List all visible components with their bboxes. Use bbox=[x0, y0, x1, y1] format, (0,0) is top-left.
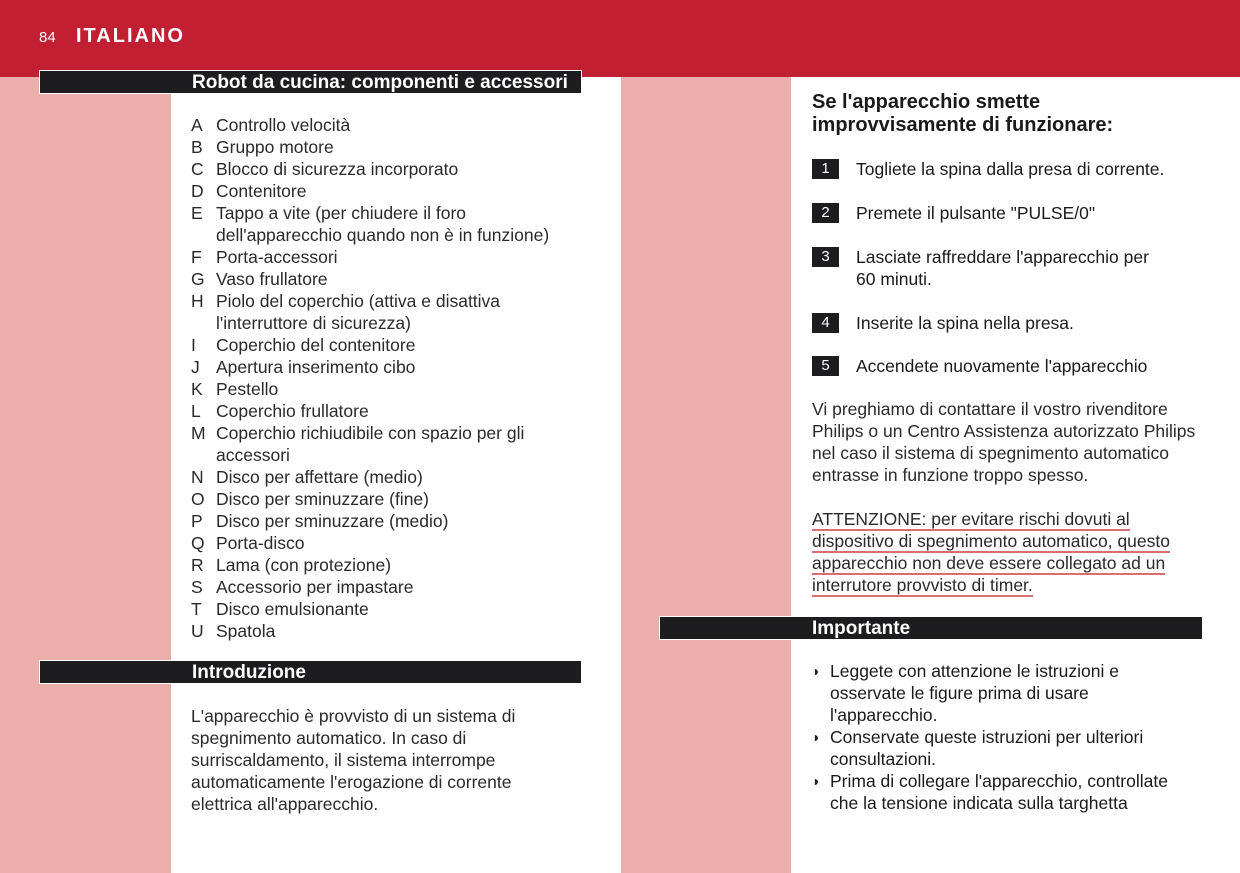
bullet-text: Leggete con attenzione le istruzioni e osservate le figure prima di usare l'apparecchio. bbox=[830, 661, 1119, 725]
page-header-band bbox=[0, 0, 1240, 77]
item-text: Gruppo motore bbox=[216, 137, 334, 157]
item-letter: N bbox=[191, 467, 204, 487]
failure-heading: Se l'apparecchio smette improvvisamente di funzionare: bbox=[812, 91, 1114, 136]
item-text: Accessorio per impastare bbox=[216, 577, 414, 597]
list-item bbox=[812, 660, 1140, 726]
bullet-icon: ◗ bbox=[812, 729, 821, 745]
bullet-text: Conservate queste istruzioni per ulteriori consultazioni. bbox=[830, 727, 1144, 769]
components-list bbox=[191, 114, 556, 642]
warning-paragraph bbox=[812, 508, 1192, 596]
item-letter: M bbox=[191, 423, 206, 443]
item-letter: L bbox=[191, 401, 201, 421]
bullet-icon: ◗ bbox=[812, 663, 821, 679]
item-letter: I bbox=[191, 335, 196, 355]
item-letter: E bbox=[191, 203, 203, 223]
step-text: Inserite la spina nella presa. bbox=[856, 313, 1074, 333]
step-number: 3 bbox=[812, 247, 839, 267]
item-letter: H bbox=[191, 291, 204, 311]
important-list bbox=[812, 660, 1192, 814]
step-text: Premete il pulsante "PULSE/0" bbox=[856, 203, 1096, 223]
item-text: Disco emulsionante bbox=[216, 599, 369, 619]
list-item bbox=[191, 422, 546, 466]
components-title: Robot da cucina: componenti e accessori bbox=[192, 72, 568, 93]
item-text: Disco per sminuzzare (medio) bbox=[216, 511, 449, 531]
item-letter: Q bbox=[191, 533, 205, 553]
list-item bbox=[191, 400, 556, 422]
list-item bbox=[191, 620, 556, 642]
list-item bbox=[812, 726, 1192, 770]
item-text: Disco per affettare (medio) bbox=[216, 467, 423, 487]
list-item bbox=[191, 268, 556, 290]
item-letter: P bbox=[191, 511, 203, 531]
bullet-icon: ◗ bbox=[812, 773, 821, 789]
list-item bbox=[191, 136, 556, 158]
item-text: Tappo a vite (per chiudere il foro dell'apparecchio quando non è in funzione) bbox=[216, 203, 550, 245]
left-side-panel bbox=[0, 77, 171, 873]
list-item bbox=[191, 378, 556, 400]
list-item bbox=[191, 180, 556, 202]
list-item bbox=[191, 598, 556, 620]
important-section-bar bbox=[659, 616, 1203, 640]
item-letter: K bbox=[191, 379, 203, 399]
contact-paragraph: Vi preghiamo di contattare il vostro rivenditore Philips o un Centro Assistenza autorizzato Philips nel caso il sistema di spegnimento automatico entrasse in funzione troppo spesso. bbox=[812, 399, 1196, 485]
item-letter: G bbox=[191, 269, 205, 289]
item-text: Blocco di sicurezza incorporato bbox=[216, 159, 459, 179]
list-item bbox=[191, 576, 556, 598]
step-text: Togliete la spina dalla presa di corrente. bbox=[856, 159, 1165, 179]
list-item bbox=[191, 246, 556, 268]
list-item bbox=[191, 466, 556, 488]
item-letter: O bbox=[191, 489, 205, 509]
intro-section-bar bbox=[39, 660, 582, 684]
page-number: 84 bbox=[39, 29, 56, 46]
item-letter: B bbox=[191, 137, 203, 157]
language-title: ITALIANO bbox=[76, 25, 185, 47]
item-text: Contenitore bbox=[216, 181, 307, 201]
item-text: Coperchio frullatore bbox=[216, 401, 369, 421]
item-letter: T bbox=[191, 599, 202, 619]
item-text: Piolo del coperchio (attiva e disattiva l'interruttore di sicurezza) bbox=[216, 291, 501, 333]
list-item bbox=[191, 532, 556, 554]
intro-title: Introduzione bbox=[192, 662, 306, 683]
warning-text: ATTENZIONE: per evitare rischi dovuti al dispositivo di spegnimento automatico, questo apparecchio non deve essere collegato ad un interrutore provvisto di timer. bbox=[812, 509, 1170, 595]
list-item bbox=[191, 202, 556, 246]
list-item bbox=[191, 334, 556, 356]
list-item bbox=[191, 114, 556, 136]
right-side-panel bbox=[621, 77, 791, 873]
item-text: Controllo velocità bbox=[216, 115, 351, 135]
item-text: Spatola bbox=[216, 621, 276, 641]
list-item bbox=[191, 554, 556, 576]
item-letter: A bbox=[191, 115, 203, 135]
item-text: Apertura inserimento cibo bbox=[216, 357, 416, 377]
list-item bbox=[191, 356, 556, 378]
step-number: 2 bbox=[812, 203, 839, 223]
list-item bbox=[191, 510, 556, 532]
list-item bbox=[191, 488, 556, 510]
item-letter: J bbox=[191, 357, 200, 377]
item-text: Disco per sminuzzare (fine) bbox=[216, 489, 429, 509]
step-number: 4 bbox=[812, 313, 839, 333]
item-text: Porta-disco bbox=[216, 533, 305, 553]
important-title: Importante bbox=[812, 618, 911, 639]
item-text: Lama (con protezione) bbox=[216, 555, 392, 575]
step-text: Accendete nuovamente l'apparecchio bbox=[856, 356, 1148, 376]
intro-paragraph: L'apparecchio è provvisto di un sistema di spegnimento automatico. In caso di surriscaldamento, il sistema interrompe automaticamente l'erogazione di corrente elettrica all'apparecchio. bbox=[191, 706, 516, 814]
item-letter: U bbox=[191, 621, 204, 641]
list-item bbox=[191, 158, 556, 180]
item-letter: C bbox=[191, 159, 204, 179]
item-text: Pestello bbox=[216, 379, 279, 399]
list-item bbox=[191, 290, 526, 334]
item-text: Porta-accessori bbox=[216, 247, 338, 267]
components-section-bar bbox=[39, 70, 582, 94]
item-letter: R bbox=[191, 555, 204, 575]
item-text: Coperchio del contenitore bbox=[216, 335, 416, 355]
step-number: 1 bbox=[812, 159, 839, 179]
item-text: Coperchio richiudibile con spazio per gli accessori bbox=[216, 423, 525, 465]
item-letter: D bbox=[191, 181, 204, 201]
bullet-text: Prima di collegare l'apparecchio, controllate che la tensione indicata sulla targhetta bbox=[830, 771, 1168, 813]
list-item bbox=[812, 770, 1200, 814]
item-letter: F bbox=[191, 247, 202, 267]
step-text: Lasciate raffreddare l'apparecchio per 60 minuti. bbox=[856, 247, 1149, 289]
item-letter: S bbox=[191, 577, 203, 597]
item-text: Vaso frullatore bbox=[216, 269, 328, 289]
step-number: 5 bbox=[812, 356, 839, 376]
